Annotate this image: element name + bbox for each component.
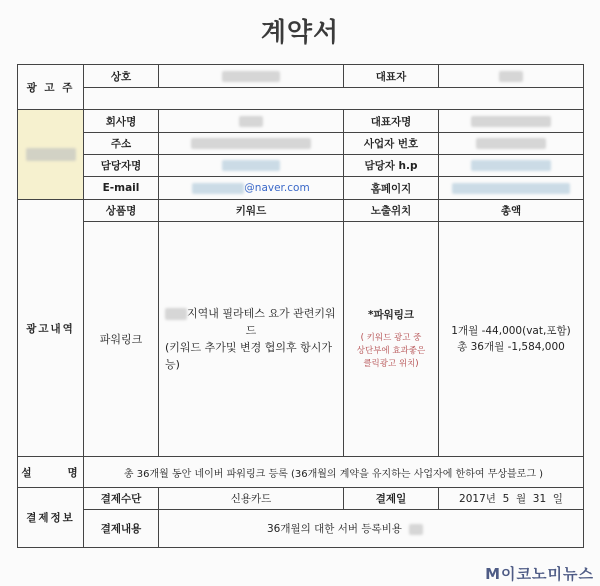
total-line-1: 1개월 -44,000(vat,포함) <box>451 325 571 337</box>
agency-company-value <box>159 110 344 133</box>
advertiser-ceo-value <box>439 65 584 88</box>
advertiser-section-label: 광 고 주 <box>18 65 84 110</box>
redacted-block <box>499 71 523 82</box>
agency-address-label: 주소 <box>84 133 159 155</box>
redacted-block <box>165 308 187 320</box>
keyword-line-1: 지역내 필라테스 요가 관련키워 <box>187 307 336 320</box>
redacted-block <box>476 138 546 149</box>
agency-address-value <box>159 133 344 155</box>
agency-homepage-value <box>439 177 584 200</box>
total-line-2: 총 36개월 -1,584,000 <box>457 341 565 353</box>
ad-header-total: 총액 <box>439 200 584 222</box>
agency-row-manager <box>18 155 584 177</box>
description-section-label: 설 명 <box>18 457 84 488</box>
ad-keyword-text <box>159 305 343 373</box>
description-text: 총 36개월 동안 네이버 파워링크 등록 (36개월의 계약을 유지하는 사업자에 한하여 무상블로그 ) <box>84 457 584 488</box>
redacted-block <box>409 524 423 535</box>
agency-bizno-value <box>439 133 584 155</box>
payment-content-text: 36개월의 대한 서버 등록비용 <box>267 523 402 535</box>
payment-date-value: 2017년 5 월 31 일 <box>439 488 584 510</box>
redacted-block <box>471 160 551 171</box>
agency-row-email <box>18 177 584 200</box>
agency-ceo-label: 대표자명 <box>344 110 439 133</box>
redacted-block <box>222 160 280 171</box>
agency-homepage-label: 홈페이지 <box>344 177 439 200</box>
keyword-line-3: (키워드 추가및 변경 협의후 항시가능) <box>165 341 333 371</box>
agency-email-value <box>159 177 344 200</box>
advertiser-row-blank <box>18 88 584 110</box>
redacted-block <box>26 148 76 161</box>
advertiser-company-value <box>159 65 344 88</box>
ad-product-value: 파워링크 <box>84 222 159 457</box>
advertiser-row-company <box>18 65 584 88</box>
position-note-2: 상단부에 효과좋은 <box>356 346 426 356</box>
agency-company-label: 회사명 <box>84 110 159 133</box>
position-main: *파워링크 <box>367 309 415 321</box>
agency-manager-phone-label: 담당자 h.p <box>344 155 439 177</box>
payment-date-label: 결제일 <box>344 488 439 510</box>
ad-keyword-cell <box>159 222 344 457</box>
advertiser-company-label: 상호 <box>84 65 159 88</box>
position-note-3: 클릭광고 위치) <box>363 359 419 369</box>
watermark-logo: M이코노미뉴스 <box>485 565 594 583</box>
ad-total-cell <box>439 222 584 457</box>
contract-table <box>17 64 584 548</box>
email-domain-link[interactable]: @naver.com <box>244 182 310 194</box>
ad-header-position: 노출위치 <box>344 200 439 222</box>
payment-section-label: 결제정보 <box>18 488 84 548</box>
ad-position-cell <box>344 222 439 457</box>
ad-header-row <box>18 200 584 222</box>
agency-ceo-value <box>439 110 584 133</box>
payment-row-content <box>18 510 584 548</box>
redacted-block <box>192 183 244 194</box>
advertiser-blank-cell <box>84 88 584 110</box>
ad-section-label: 광고내역 <box>18 200 84 457</box>
payment-content-label: 결제내용 <box>84 510 159 548</box>
agency-bizno-label: 사업자 번호 <box>344 133 439 155</box>
payment-content-value <box>159 510 584 548</box>
payment-row-method <box>18 488 584 510</box>
agency-email-label: E-mail <box>84 177 159 200</box>
keyword-line-2: 드 <box>245 324 257 337</box>
redacted-block <box>239 116 263 127</box>
agency-row-address <box>18 133 584 155</box>
payment-method-value: 신용카드 <box>159 488 344 510</box>
description-row <box>18 457 584 488</box>
document-title: 계약서 <box>260 18 340 48</box>
agency-manager-label: 담당자명 <box>84 155 159 177</box>
agency-manager-value <box>159 155 344 177</box>
redacted-block <box>471 116 551 127</box>
ad-header-product: 상품명 <box>84 200 159 222</box>
ad-detail-row <box>18 222 584 457</box>
position-note-1: ( 키워드 광고 중 <box>360 333 422 343</box>
agency-row-company <box>18 110 584 133</box>
agency-section-label <box>18 110 84 200</box>
redacted-block <box>191 138 311 149</box>
redacted-block <box>222 71 280 82</box>
ad-header-keyword: 키워드 <box>159 200 344 222</box>
redacted-block <box>452 183 570 194</box>
agency-manager-phone-value <box>439 155 584 177</box>
advertiser-ceo-label: 대표자 <box>344 65 439 88</box>
payment-method-label: 결제수단 <box>84 488 159 510</box>
